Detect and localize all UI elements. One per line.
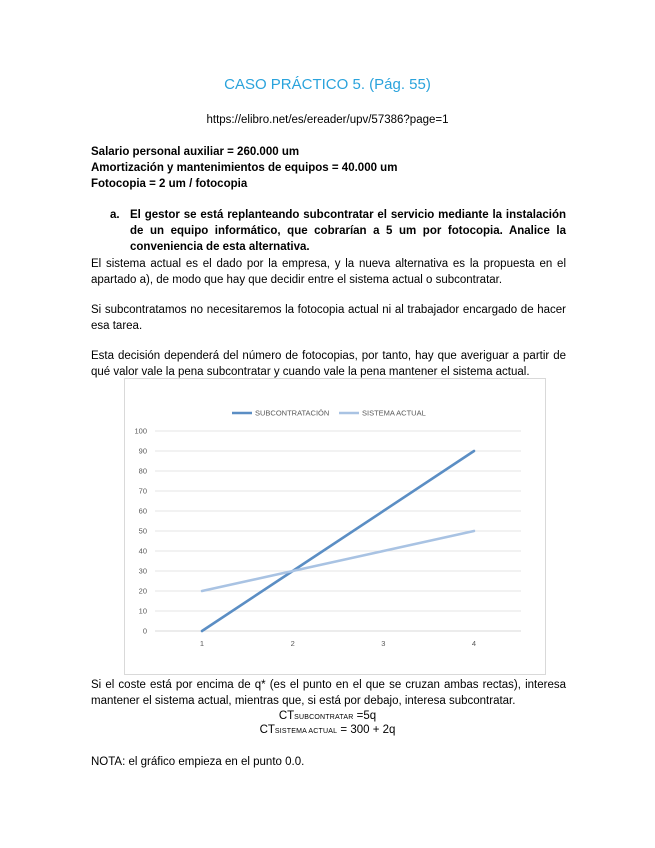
formula-ct: CT xyxy=(278,710,295,722)
paragraph-subcontratar: Si subcontratamos no necesitaremos la fotocopia actual ni al trabajador encargado de hacer esa tarea. xyxy=(91,304,566,332)
y-tick-label: 50 xyxy=(138,526,147,536)
data-salario: Salario personal auxiliar = 260.000 um xyxy=(91,146,300,158)
formula-sistema-actual xyxy=(0,724,655,736)
formula-subscript: SISTEMA ACTUAL xyxy=(274,728,338,735)
legend-label: SUBCONTRATACIÓN xyxy=(255,408,330,418)
question-letter: a. xyxy=(110,209,120,221)
formula-subscript: SUBCONTRATAR xyxy=(294,714,354,721)
x-tick-label: 2 xyxy=(290,639,295,648)
formula-subcontratar xyxy=(0,710,655,722)
y-tick-label: 30 xyxy=(138,566,147,576)
paragraph-decision: Esta decisión dependerá del número de fotocopias, por tanto, hay que averiguar a partir de qué valor vale la pena subcontratar y cuando vale la pena mantener el sistema actual. xyxy=(91,350,566,378)
nota-text: NOTA: el gráfico empieza en el punto 0.0. xyxy=(91,756,305,768)
legend-label: SISTEMA ACTUAL xyxy=(362,408,426,418)
y-tick-label: 0 xyxy=(142,626,147,636)
y-tick-label: 40 xyxy=(138,546,147,556)
source-url[interactable]: https://elibro.net/es/ereader/upv/57386?page=1 xyxy=(206,114,449,126)
y-tick-label: 20 xyxy=(138,586,147,596)
x-tick-label: 4 xyxy=(471,639,477,648)
x-tick-label: 3 xyxy=(381,639,386,648)
question-a xyxy=(110,207,566,255)
cost-chart xyxy=(124,378,546,675)
page-title: CASO PRÁCTICO 5. (Pág. 55) xyxy=(224,76,431,93)
data-fotocopia: Fotocopia = 2 um / fotocopia xyxy=(91,178,248,190)
formula-expression: = 300 + 2q xyxy=(337,724,396,736)
y-tick-label: 10 xyxy=(138,606,147,616)
y-tick-label: 70 xyxy=(138,486,147,496)
y-tick-label: 90 xyxy=(138,446,147,456)
question-text: El gestor se está replanteando subcontratar el servicio mediante la instalación de un equipo informático, que cobrarían a 5 um por fotocopia. Analice la conveniencia de esta alternativa. xyxy=(130,209,566,253)
x-tick-label: 1 xyxy=(199,639,205,648)
y-tick-label: 60 xyxy=(138,506,147,516)
chart-svg xyxy=(125,379,545,674)
y-tick-label: 80 xyxy=(138,466,147,476)
y-tick-label: 100 xyxy=(134,426,147,436)
paragraph-sistema: El sistema actual es el dado por la empresa, y la nueva alternativa es la propuesta en el apartado a), de modo que hay que decidir entre el sistema actual o subcontratar. xyxy=(91,258,566,286)
formula-ct: CT xyxy=(259,724,275,736)
formula-expression: =5q xyxy=(353,710,377,722)
paragraph-conclusion: Si el coste está por encima de q* (es el punto en el que se cruzan ambas rectas), interesa mantener el sistema actual, mientras que, si está por debajo, interesa subcontratar. xyxy=(91,679,566,707)
data-amortizacion: Amortización y mantenimientos de equipos = 40.000 um xyxy=(91,162,398,174)
